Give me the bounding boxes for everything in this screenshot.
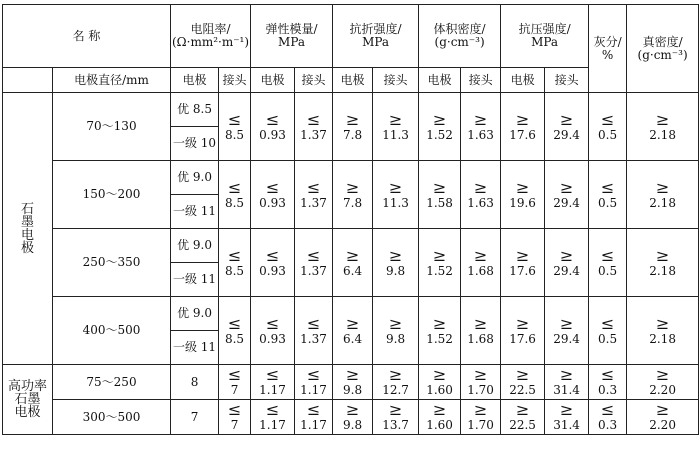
true-density-cell-relation: ≥: [655, 177, 670, 197]
comp-electrode-cell-value: 22.5: [509, 418, 536, 432]
diameter-cell: 150～200: [53, 161, 171, 229]
true-density-cell-relation: ≥: [655, 400, 670, 419]
bulk-joint-cell-relation: ≥: [473, 109, 488, 129]
flex-electrode-cell-value: 7.8: [343, 195, 363, 210]
bulk-electrode-cell-value: 1.52: [426, 263, 453, 278]
comp-electrode-cell-relation: ≥: [515, 177, 530, 197]
flex-joint-cell-relation: ≥: [388, 365, 403, 384]
flex-electrode-cell-relation: ≥: [345, 365, 360, 384]
flex-joint-cell: [373, 229, 419, 297]
subheader-elastic-joint: 接头: [295, 68, 333, 93]
grade-cell: 一级 10: [171, 127, 219, 161]
group-label-char: 极: [20, 240, 34, 256]
subheader-elastic-electrode: 电极: [251, 68, 295, 93]
header-name: [3, 5, 171, 68]
bulk-joint-cell: [461, 400, 501, 435]
grade-cell: 优 9.0: [171, 229, 219, 263]
comp-electrode-cell: [501, 297, 545, 365]
header-ash-l2: %: [601, 47, 614, 62]
bulk-electrode-cell-value: 1.52: [426, 127, 453, 142]
elastic-joint-cell-value: 1.17: [300, 418, 327, 432]
elastic-joint-cell-relation: ≤: [306, 400, 321, 419]
bulk-electrode-cell: [419, 400, 461, 435]
res-joint-cell-value: 8.5: [224, 263, 245, 278]
graphite-section: [3, 93, 699, 365]
table-row: [3, 93, 699, 127]
comp-electrode-cell-value: 17.6: [509, 331, 536, 346]
bulk-joint-cell-relation: ≥: [473, 365, 488, 384]
elastic-electrode-cell-relation: ≤: [265, 109, 280, 129]
bulk-electrode-cell-relation: ≥: [432, 313, 447, 333]
flex-joint-cell-relation: ≥: [388, 313, 403, 333]
elastic-electrode-cell-value: 0.93: [259, 127, 286, 142]
diameter-cell: 75～250: [53, 365, 171, 400]
comp-electrode-cell: [501, 229, 545, 297]
comp-electrode-cell-relation: ≥: [515, 245, 530, 265]
elastic-joint-cell: [295, 229, 333, 297]
bulk-electrode-cell-relation: ≥: [432, 177, 447, 197]
subheader-flex-electrode: 电极: [333, 68, 373, 93]
group-label-char: 石: [20, 201, 34, 217]
bulk-joint-cell-relation: ≥: [473, 245, 488, 265]
diameter-cell: 300～500: [53, 400, 171, 435]
bulk-joint-cell-relation: ≥: [473, 400, 488, 419]
ash-cell-relation: ≤: [600, 313, 615, 333]
res-joint-cell: [219, 229, 251, 297]
group-label-line: 电极: [14, 405, 41, 420]
diameter-cell: 400～500: [53, 297, 171, 365]
true-density-cell: [627, 229, 699, 297]
header-bulk-density-l2: (g·cm⁻³): [434, 35, 485, 49]
ash-cell-value: 0.5: [598, 195, 618, 210]
comp-joint-cell-value: 31.4: [553, 418, 580, 432]
elastic-joint-cell: [295, 365, 333, 400]
res-joint-cell: [219, 297, 251, 365]
flex-joint-cell-value: 11.3: [382, 195, 409, 210]
res-joint-cell-relation: ≤: [227, 109, 242, 129]
ash-cell: [589, 297, 627, 365]
comp-electrode-cell-relation: ≥: [515, 313, 530, 333]
elastic-joint-cell-relation: ≤: [306, 313, 321, 333]
bulk-electrode-cell-relation: ≥: [432, 400, 447, 419]
ash-cell-value: 0.3: [598, 383, 618, 397]
header-compressive-l1: 抗压强度/: [518, 22, 571, 36]
flex-joint-cell-relation: ≥: [388, 177, 403, 197]
comp-electrode-cell: [501, 365, 545, 400]
flex-electrode-cell-relation: ≥: [345, 313, 360, 333]
flex-electrode-cell-relation: ≥: [345, 245, 360, 265]
true-density-cell-value: 2.18: [649, 263, 676, 278]
comp-electrode-cell-value: 17.6: [509, 127, 536, 142]
elastic-joint-cell-value: 1.37: [300, 331, 327, 346]
comp-electrode-cell-value: 22.5: [509, 383, 536, 397]
true-density-cell-relation: ≥: [655, 109, 670, 129]
comp-joint-cell: [545, 297, 589, 365]
res-joint-cell-relation: ≤: [227, 365, 242, 384]
ash-cell-relation: ≤: [600, 365, 615, 384]
header-elastic-l2: MPa: [278, 35, 306, 49]
group-label-line: 高功率: [7, 379, 47, 394]
true-density-cell-value: 2.18: [649, 331, 676, 346]
comp-joint-cell-relation: ≥: [559, 109, 574, 129]
header-true-density: [627, 5, 699, 93]
header-ash-l1: 灰分/: [593, 34, 622, 49]
header-true-density-l1: 真密度/: [642, 34, 683, 49]
flex-electrode-cell-value: 9.8: [343, 383, 363, 397]
flex-electrode-cell-relation: ≥: [345, 400, 360, 419]
true-density-cell-value: 2.20: [649, 418, 676, 432]
elastic-joint-cell-value: 1.37: [300, 195, 327, 210]
true-density-cell-relation: ≥: [655, 245, 670, 265]
comp-electrode-cell-value: 19.6: [509, 195, 536, 210]
comp-electrode-cell-relation: ≥: [515, 109, 530, 129]
true-density-cell: [627, 93, 699, 161]
elastic-joint-cell-relation: ≤: [306, 245, 321, 265]
header-true-density-l2: (g·cm⁻³): [637, 47, 688, 62]
comp-joint-cell-value: 31.4: [553, 383, 580, 397]
flex-electrode-cell-value: 7.8: [343, 127, 363, 142]
ash-cell: [589, 161, 627, 229]
bulk-joint-cell: [461, 229, 501, 297]
bulk-electrode-cell-value: 1.52: [426, 331, 453, 346]
bulk-joint-cell-value: 1.63: [467, 127, 494, 142]
true-density-cell-relation: ≥: [655, 365, 670, 384]
flex-joint-cell-value: 9.8: [386, 331, 406, 346]
res-joint-cell: [219, 93, 251, 161]
res-joint-cell: [219, 161, 251, 229]
subheader-bulk-joint: 接头: [461, 68, 501, 93]
elastic-joint-cell: [295, 297, 333, 365]
bulk-electrode-cell-relation: ≥: [432, 109, 447, 129]
table-row: [3, 229, 699, 263]
flex-joint-cell-value: 11.3: [382, 127, 409, 142]
elastic-joint-cell: [295, 161, 333, 229]
bulk-joint-cell-value: 1.63: [467, 195, 494, 210]
elastic-joint-cell: [295, 93, 333, 161]
flex-joint-cell-value: 13.7: [382, 418, 409, 432]
ash-cell-relation: ≤: [600, 245, 615, 265]
ash-cell-relation: ≤: [600, 109, 615, 129]
diameter-cell: 250～350: [53, 229, 171, 297]
comp-joint-cell-value: 29.4: [553, 263, 580, 278]
header-ash: [589, 5, 627, 93]
grade-cell: 优 9.0: [171, 297, 219, 331]
elastic-joint-cell-value: 1.37: [300, 263, 327, 278]
elastic-electrode-cell-relation: ≤: [265, 245, 280, 265]
comp-joint-cell-value: 29.4: [553, 195, 580, 210]
bulk-joint-cell: [461, 365, 501, 400]
header-elastic: [251, 5, 333, 68]
flex-joint-cell-value: 12.7: [382, 383, 409, 397]
high-power-section: [3, 365, 699, 435]
subheader-flex-joint: 接头: [373, 68, 419, 93]
elastic-electrode-cell-value: 1.17: [259, 418, 286, 432]
bulk-joint-cell: [461, 161, 501, 229]
elastic-joint-cell: [295, 400, 333, 435]
bulk-electrode-cell-value: 1.58: [426, 195, 453, 210]
header-resistivity-l2: (Ω·mm²·m⁻¹): [172, 35, 250, 49]
true-density-cell-value: 2.18: [649, 127, 676, 142]
res-joint-cell-value: 8.5: [224, 127, 245, 142]
ash-cell-value: 0.5: [598, 331, 618, 346]
flex-electrode-cell-value: 9.8: [343, 418, 363, 432]
res-joint-cell-relation: ≤: [227, 313, 242, 333]
header-flexural-l1: 抗折强度/: [349, 22, 402, 36]
res-joint-cell-value: 8.5: [224, 195, 245, 210]
elastic-electrode-cell: [251, 161, 295, 229]
elastic-joint-cell-value: 1.17: [300, 383, 327, 397]
comp-joint-cell-relation: ≥: [559, 177, 574, 197]
flex-electrode-cell-relation: ≥: [345, 109, 360, 129]
comp-joint-cell: [545, 93, 589, 161]
subheader-res-electrode: 电极: [171, 68, 219, 93]
flex-electrode-cell-value: 6.4: [343, 331, 363, 346]
elastic-electrode-cell: [251, 229, 295, 297]
comp-joint-cell: [545, 400, 589, 435]
comp-joint-cell-relation: ≥: [559, 365, 574, 384]
bulk-electrode-cell-relation: ≥: [432, 245, 447, 265]
header-elastic-l1: 弹性模量/: [265, 22, 318, 36]
grade-cell: 一级 11: [171, 195, 219, 229]
bulk-joint-cell-value: 1.70: [467, 383, 494, 397]
res-joint-cell: [219, 400, 251, 435]
group-label-graphite: [3, 93, 53, 365]
elastic-joint-cell-relation: ≤: [306, 177, 321, 197]
comp-joint-cell: [545, 161, 589, 229]
flex-joint-cell: [373, 93, 419, 161]
elastic-electrode-cell: [251, 365, 295, 400]
elastic-electrode-cell-value: 0.93: [259, 195, 286, 210]
subheader-diameter: 电极直径/mm: [53, 68, 171, 93]
res-joint-cell-relation: ≤: [227, 245, 242, 265]
elastic-electrode-cell-relation: ≤: [265, 313, 280, 333]
bulk-electrode-cell-relation: ≥: [432, 365, 447, 384]
comp-electrode-cell: [501, 400, 545, 435]
bulk-joint-cell-value: 1.68: [467, 331, 494, 346]
bulk-electrode-cell: [419, 93, 461, 161]
comp-joint-cell-value: 29.4: [553, 331, 580, 346]
header-row: [3, 5, 699, 68]
header-bulk-density-l1: 体积密度/: [433, 22, 486, 36]
ash-cell: [589, 365, 627, 400]
grade-cell: 优 8.5: [171, 93, 219, 127]
bulk-electrode-cell-value: 1.60: [426, 383, 453, 397]
elastic-electrode-cell-value: 1.17: [259, 383, 286, 397]
bulk-electrode-cell: [419, 161, 461, 229]
res-joint-cell-value: 7: [230, 383, 239, 397]
bulk-electrode-cell: [419, 229, 461, 297]
table-row: [3, 365, 699, 400]
true-density-cell-relation: ≥: [655, 313, 670, 333]
flex-joint-cell: [373, 297, 419, 365]
elastic-electrode-cell-relation: ≤: [265, 177, 280, 197]
comp-joint-cell-value: 29.4: [553, 127, 580, 142]
ash-cell-value: 0.5: [598, 263, 618, 278]
header-compressive: [501, 5, 589, 68]
res-joint-cell-relation: ≤: [227, 400, 242, 419]
elastic-joint-cell-relation: ≤: [306, 365, 321, 384]
comp-electrode-cell: [501, 93, 545, 161]
group-label-high-power: [3, 365, 53, 435]
elastic-electrode-cell: [251, 400, 295, 435]
subheader-blank: [3, 68, 53, 93]
flex-electrode-cell: [333, 400, 373, 435]
ash-cell-value: 0.5: [598, 127, 618, 142]
comp-electrode-cell-relation: ≥: [515, 400, 530, 419]
ash-cell: [589, 400, 627, 435]
true-density-cell: [627, 297, 699, 365]
grade-cell: 优 9.0: [171, 161, 219, 195]
flex-joint-cell: [373, 161, 419, 229]
flex-joint-cell-value: 9.8: [386, 263, 406, 278]
true-density-cell: [627, 400, 699, 435]
res-electrode-cell: 7: [171, 400, 219, 435]
comp-joint-cell: [545, 365, 589, 400]
grade-cell: 一级 11: [171, 263, 219, 297]
comp-joint-cell-relation: ≥: [559, 245, 574, 265]
ash-cell: [589, 93, 627, 161]
group-label-char: 墨: [20, 214, 34, 230]
grade-cell: 一级 11: [171, 331, 219, 365]
electrode-spec-table: [2, 4, 699, 435]
true-density-cell: [627, 161, 699, 229]
flex-joint-cell-relation: ≥: [388, 400, 403, 419]
elastic-electrode-cell-value: 0.93: [259, 331, 286, 346]
table-row: [3, 297, 699, 331]
group-label-char: 电: [20, 227, 34, 243]
elastic-joint-cell-value: 1.37: [300, 127, 327, 142]
flex-electrode-cell: [333, 297, 373, 365]
header-flexural: [333, 5, 419, 68]
flex-joint-cell: [373, 365, 419, 400]
flex-electrode-cell: [333, 365, 373, 400]
diameter-cell: 70～130: [53, 93, 171, 161]
bulk-electrode-cell: [419, 297, 461, 365]
res-joint-cell-value: 7: [230, 418, 239, 432]
true-density-cell: [627, 365, 699, 400]
res-joint-cell-value: 8.5: [224, 331, 245, 346]
comp-electrode-cell: [501, 161, 545, 229]
ash-cell: [589, 229, 627, 297]
true-density-cell-value: 2.18: [649, 195, 676, 210]
comp-joint-cell: [545, 229, 589, 297]
true-density-cell-value: 2.20: [649, 383, 676, 397]
header-resistivity-l1: 电阻率/: [190, 22, 231, 36]
comp-electrode-cell-value: 17.6: [509, 263, 536, 278]
bulk-joint-cell: [461, 297, 501, 365]
flex-joint-cell-relation: ≥: [388, 245, 403, 265]
flex-electrode-cell-value: 6.4: [343, 263, 363, 278]
ash-cell-relation: ≤: [600, 400, 615, 419]
res-electrode-cell: 8: [171, 365, 219, 400]
flex-joint-cell: [373, 400, 419, 435]
table-row: [3, 400, 699, 435]
bulk-electrode-cell: [419, 365, 461, 400]
bulk-joint-cell-value: 1.68: [467, 263, 494, 278]
header-bulk-density: [419, 5, 501, 68]
bulk-joint-cell-relation: ≥: [473, 177, 488, 197]
comp-joint-cell-relation: ≥: [559, 400, 574, 419]
elastic-electrode-cell: [251, 297, 295, 365]
table-row: [3, 161, 699, 195]
group-label-line: 石墨: [14, 392, 41, 407]
elastic-electrode-cell-relation: ≤: [265, 400, 280, 419]
flex-electrode-cell: [333, 229, 373, 297]
elastic-joint-cell-relation: ≤: [306, 109, 321, 129]
bulk-joint-cell-relation: ≥: [473, 313, 488, 333]
bulk-joint-cell-value: 1.70: [467, 418, 494, 432]
elastic-electrode-cell-value: 0.93: [259, 263, 286, 278]
subheader-comp-electrode: 电极: [501, 68, 545, 93]
flex-electrode-cell: [333, 161, 373, 229]
header-flexural-l2: MPa: [362, 35, 390, 49]
header-compressive-l2: MPa: [531, 35, 559, 49]
elastic-electrode-cell-relation: ≤: [265, 365, 280, 384]
subheader-res-joint: 接头: [219, 68, 251, 93]
header-resistivity: [171, 5, 251, 68]
bulk-joint-cell: [461, 93, 501, 161]
ash-cell-relation: ≤: [600, 177, 615, 197]
flex-joint-cell-relation: ≥: [388, 109, 403, 129]
comp-joint-cell-relation: ≥: [559, 313, 574, 333]
elastic-electrode-cell: [251, 93, 295, 161]
subheader-bulk-electrode: 电极: [419, 68, 461, 93]
bulk-electrode-cell-value: 1.60: [426, 418, 453, 432]
flex-electrode-cell-relation: ≥: [345, 177, 360, 197]
subheader-comp-joint: 接头: [545, 68, 589, 93]
ash-cell-value: 0.3: [598, 418, 618, 432]
comp-electrode-cell-relation: ≥: [515, 365, 530, 384]
res-joint-cell-relation: ≤: [227, 177, 242, 197]
flex-electrode-cell: [333, 93, 373, 161]
res-joint-cell: [219, 365, 251, 400]
header-name-text: 名 称: [72, 28, 101, 43]
